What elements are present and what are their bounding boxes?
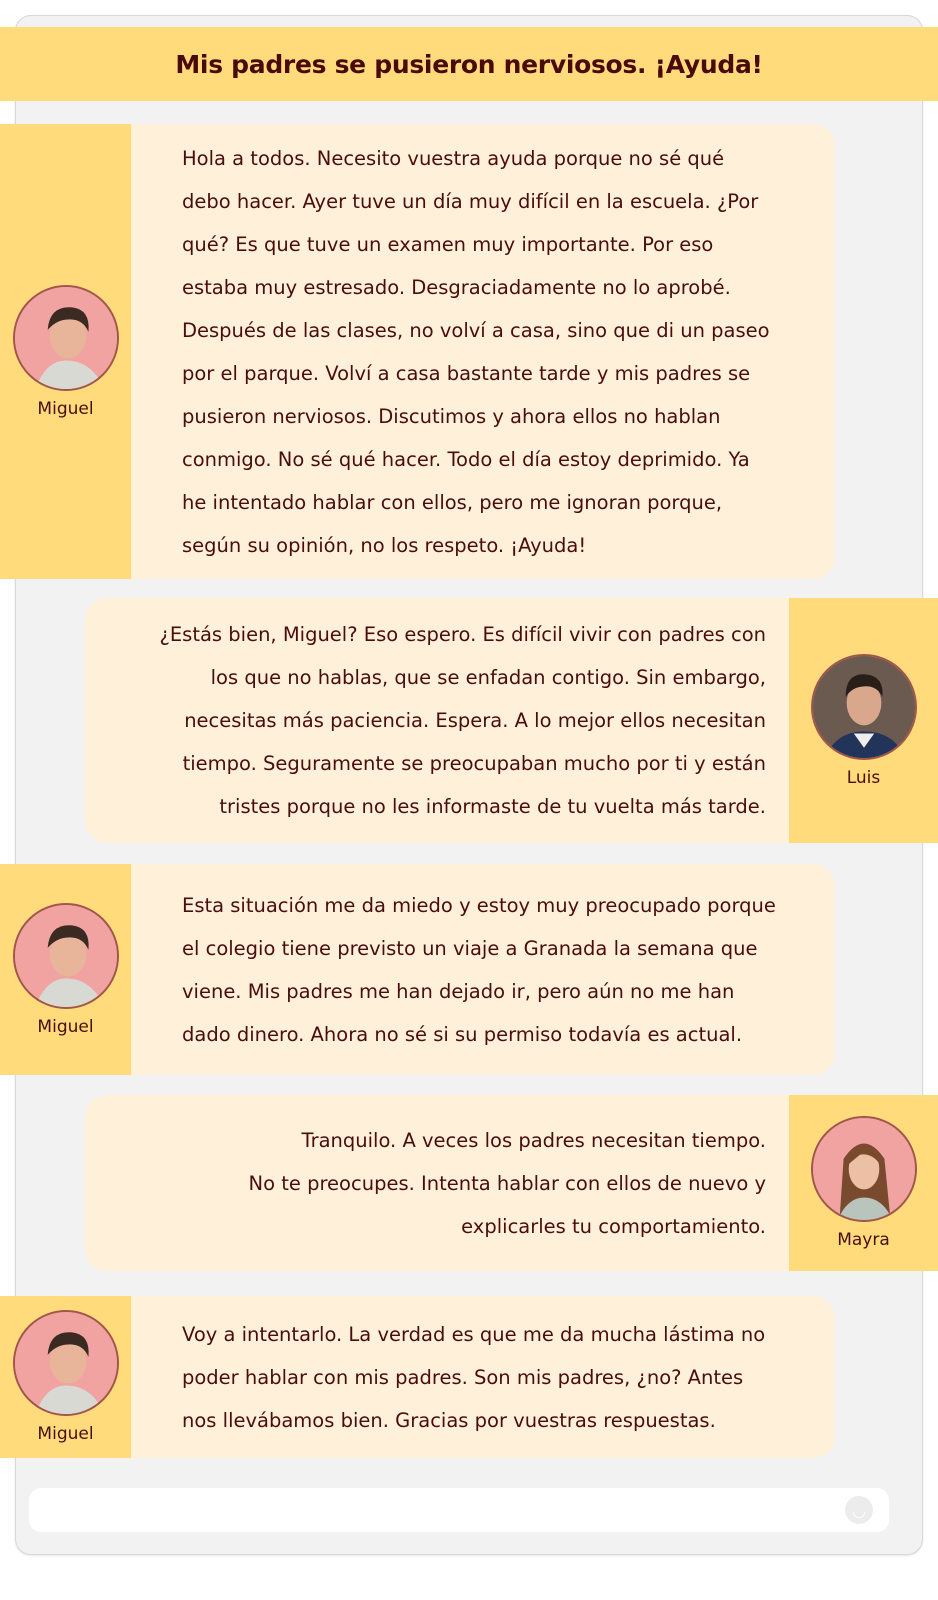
author-panel [0, 864, 131, 1075]
avatar [811, 1116, 917, 1222]
message-line: Esta situación me da miedo y estoy muy preocupado porque [182, 893, 776, 917]
chat-title: Mis padres se pusieron nerviosos. ¡Ayuda! [175, 49, 763, 79]
message-line: viene. Mis padres me han dejado ir, pero aún no me han [182, 979, 735, 1003]
message-line: qué? Es que tuve un examen muy importante. Por eso [182, 232, 714, 256]
avatar [13, 285, 119, 391]
message-line: No te preocupes. Intenta hablar con ellos de nuevo y [248, 1171, 766, 1195]
message-bubble [85, 1095, 789, 1271]
message-line: Voy a intentarlo. La verdad es que me da mucha lástima no [182, 1322, 766, 1346]
message-line: explicarles tu comportamiento. [461, 1214, 766, 1238]
emoji-icon[interactable]: ◡ [845, 1496, 873, 1524]
message-line: he intentado hablar con ellos, pero me ignoran porque, [182, 490, 723, 514]
avatar [13, 903, 119, 1009]
message-line: pusieron nerviosos. Discutimos y ahora ellos no hablan [182, 404, 721, 428]
author-name: Miguel [37, 1016, 94, 1037]
author-panel [0, 124, 131, 579]
author-panel [0, 1296, 131, 1458]
message-line: nos llevábamos bien. Gracias por vuestras respuestas. [182, 1408, 716, 1432]
message-line: por el parque. Volví a casa bastante tarde y mis padres se [182, 361, 751, 385]
message-bubble [85, 598, 789, 843]
author-panel [789, 1095, 938, 1271]
message-line: los que no hablas, que se enfadan contigo. Sin embargo, [210, 666, 766, 689]
message-line: Después de las clases, no volví a casa, sino que di un paseo [182, 318, 770, 342]
avatar [811, 654, 917, 760]
message-line: dado dinero. Ahora no sé si su permiso todavía es actual. [182, 1022, 743, 1046]
message-line: el colegio tiene previsto un viaje a Granada la semana que [182, 936, 758, 960]
message-bubble [131, 1296, 835, 1458]
message-input[interactable] [29, 1488, 889, 1532]
message-line: necesitas más paciencia. Espera. A lo mejor ellos necesitan [184, 709, 766, 732]
author-name: Luis [846, 767, 881, 788]
avatar [13, 1310, 119, 1416]
chat-header [0, 27, 938, 101]
message-bubble [131, 864, 835, 1075]
author-name: Miguel [37, 1424, 94, 1444]
author-panel [789, 598, 938, 843]
message-line: según su opinión, no los respeto. ¡Ayuda! [182, 533, 587, 557]
message-line: tristes porque no les informaste de tu vuelta más tarde. [219, 795, 766, 818]
message-line: estaba muy estresado. Desgraciadamente no lo aprobé. [182, 275, 731, 299]
message-bubble [131, 124, 835, 579]
message-line: Hola a todos. Necesito vuestra ayuda porque no sé qué [182, 146, 725, 170]
message-line: Tranquilo. A veces los padres necesitan tiempo. [301, 1128, 766, 1152]
message-line: tiempo. Seguramente se preocupaban mucho por ti y están [182, 752, 766, 775]
message-line: ¿Estás bien, Miguel? Eso espero. Es difícil vivir con padres con [159, 623, 766, 646]
message-line: conmigo. No sé qué hacer. Todo el día estoy deprimido. Ya [182, 447, 750, 471]
author-name: Mayra [837, 1230, 890, 1250]
author-name: Miguel [37, 398, 94, 419]
message-line: poder hablar con mis padres. Son mis padres, ¿no? Antes [182, 1365, 744, 1389]
message-line: debo hacer. Ayer tuve un día muy difícil en la escuela. ¿Por [182, 189, 759, 213]
